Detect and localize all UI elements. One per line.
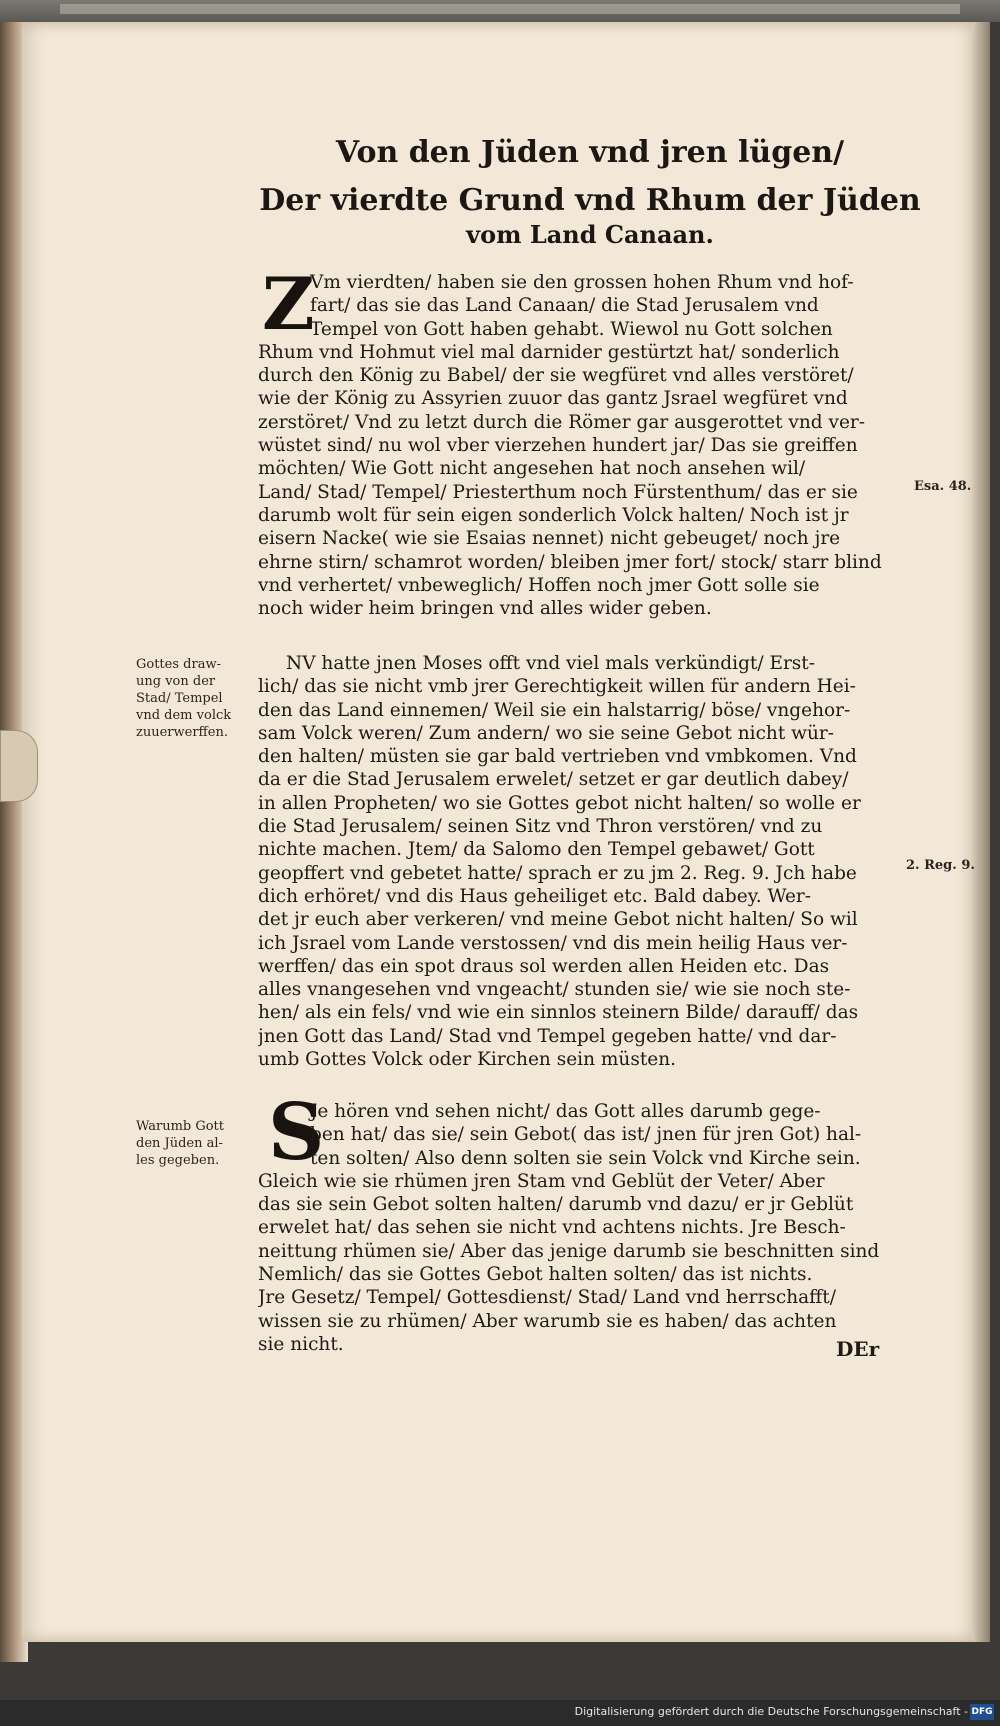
paragraph-1-line: Tempel von Gott haben gehabt. Wiewol nu Gott solchen xyxy=(310,318,833,340)
marginal-note-line: Warumb Gott xyxy=(136,1119,225,1134)
decorated-initial-z: Z xyxy=(262,261,315,346)
marginal-reference-reg: 2. Reg. 9. xyxy=(906,858,975,873)
marginal-note-left-2 xyxy=(136,1118,256,1169)
paragraph-2-line: dich erhöret/ vnd dis Haus geheiliget etc. Bald dabey. Wer- xyxy=(258,885,812,907)
catchword: DEr xyxy=(836,1337,880,1361)
heading-line-2: Der vierdte Grund vnd Rhum der Jüden xyxy=(259,183,921,218)
marginal-note-line: vnd dem volck xyxy=(136,708,232,723)
paragraph-3-line: das sie sein Gebot solten halten/ darumb vnd dazu/ er jr Geblüt xyxy=(258,1194,854,1216)
paragraph-1-line: noch wider heim bringen vnd alles wider geben. xyxy=(258,598,712,620)
paragraph-2-line: umb Gottes Volck oder Kirchen sein müsten. xyxy=(258,1049,676,1071)
paragraph-3-line: erwelet hat/ das sehen sie nicht vnd achtens nichts. Jre Besch- xyxy=(258,1217,846,1239)
paragraph-3-line: Gleich wie sie rhümen jren Stam vnd Geblüt der Veter/ Aber xyxy=(258,1170,825,1192)
page-edge xyxy=(972,22,990,1642)
paragraph-3-line: Nemlich/ das sie Gottes Gebot halten solten/ das ist nichts. xyxy=(258,1264,813,1286)
heading-line-3: vom Land Canaan. xyxy=(466,220,714,249)
paragraph-2-line: geopffert vnd gebetet hatte/ sprach er zu jm 2. Reg. 9. Jch habe xyxy=(258,862,857,884)
paragraph-3-line: neittung rhümen sie/ Aber das jenige darumb sie beschnitten sind xyxy=(258,1240,880,1262)
paragraph-1-line: Land/ Stad/ Tempel/ Priesterthum noch Fürstenthum/ das er sie xyxy=(258,481,858,503)
paragraph-2-line: den das Land einnemen/ Weil sie ein halstarrig/ böse/ vngehor- xyxy=(258,699,851,721)
paragraph-2-line: lich/ das sie nicht vmb jrer Gerechtigkeit willen für andern Hei- xyxy=(258,676,856,698)
paragraph-2-line: den halten/ müsten sie gar bald vertrieben vnd vmbkomen. Vnd xyxy=(258,746,857,768)
paragraph-2-line: det jr euch aber verkeren/ vnd meine Gebot nicht halten/ So wil xyxy=(258,909,858,931)
paragraph-2-line: in allen Propheten/ wo sie Gottes gebot nicht halten/ so wolle er xyxy=(258,792,861,814)
paragraph-2-line: werffen/ das ein spot draus sol werden allen Heiden etc. Das xyxy=(258,955,830,977)
paragraph-3-line: Jre Gesetz/ Tempel/ Gottesdienst/ Stad/ Land vnd herrschafft/ xyxy=(258,1287,836,1309)
paragraph-2-line: sam Volck weren/ Zum andern/ wo sie seine Gebot nicht wür- xyxy=(258,722,835,744)
paragraph-2-line: die Stad Jerusalem/ seinen Sitz vnd Thron verstören/ vnd zu xyxy=(258,816,823,838)
paragraph-3-line: ben hat/ das sie/ sein Gebot( das ist/ jnen für jren Got) hal- xyxy=(310,1124,862,1146)
paragraph-2-line: hen/ als ein fels/ vnd wie ein sinnlos steinern Bilde/ darauff/ das xyxy=(258,1002,859,1024)
paragraph-1-line: zerstöret/ Vnd zu letzt durch die Römer gar ausgerottet vnd ver- xyxy=(258,411,865,433)
marginal-note-line: Stad/ Tempel xyxy=(136,691,223,706)
paragraph-1-line: ehrne stirn/ schamrot worden/ bleiben jmer fort/ stock/ starr blind xyxy=(258,551,882,573)
decorated-initial-s: S xyxy=(268,1087,325,1178)
paragraph-2 xyxy=(258,652,906,1071)
book-clasp xyxy=(0,730,38,802)
paragraph-1-line: wie der König zu Assyrien zuuor das gantz Jsrael wegfüret vnd xyxy=(258,388,848,410)
marginal-note-line: ung von der xyxy=(136,674,216,689)
paragraph-3-line: ten solten/ Also denn solten sie sein Volck vnd Kirche sein. xyxy=(310,1147,861,1169)
paragraph-1-line: eisern Nacke( wie sie Esaias nennet) nicht gebeuget/ noch jre xyxy=(258,528,841,550)
paragraph-2-line: nichte machen. Jtem/ da Salomo den Tempel gebawet/ Gott xyxy=(258,839,815,861)
dfg-logo: DFG xyxy=(970,1704,994,1720)
paragraph-2-line: alles vnangesehen vnd vngeacht/ stunden sie/ wie sie noch ste- xyxy=(258,979,851,1001)
marginal-reference-esaias: Esa. 48. xyxy=(914,479,972,494)
paragraph-2-line: ich Jsrael vom Lande verstossen/ vnd dis mein heilig Haus ver- xyxy=(258,932,848,954)
paragraph-2-line: jnen Gott das Land/ Stad vnd Tempel gegeben hatte/ vnd dar- xyxy=(258,1025,837,1047)
paragraph-1-line: wüstet sind/ nu wol vber vierzehen hundert jar/ Das sie greiffen xyxy=(258,435,858,457)
marginal-note-left-1 xyxy=(136,656,256,741)
digitization-credit: Digitalisierung gefördert durch die Deutsche Forschungsgemeinschaft - xyxy=(574,1705,968,1718)
footer-bar xyxy=(0,1700,1000,1726)
paragraph-3-line: wissen sie zu rhümen/ Aber warumb sie es haben/ das achten xyxy=(258,1310,837,1332)
paragraph-1 xyxy=(258,271,906,620)
paragraph-1-line: vnd verhertet/ vnbeweglich/ Hoffen noch jmer Gott solle sie xyxy=(258,574,820,596)
paragraph-3 xyxy=(258,1100,906,1356)
paragraph-3-line: Je hören vnd sehen nicht/ das Gott alles darumb gege- xyxy=(310,1101,821,1122)
marginal-note-line: zuuerwerffen. xyxy=(136,725,228,740)
marginal-note-line: den Jüden al- xyxy=(136,1136,223,1151)
paragraph-2-line: NV hatte jnen Moses offt vnd viel mals verkündigt/ Erst- xyxy=(286,653,815,674)
heading-line-1: Von den Jüden vnd jren lügen/ xyxy=(335,135,845,170)
paragraph-1-line: darumb wolt für sein eigen sonderlich Volck halten/ Noch ist jr xyxy=(258,504,849,526)
paragraph-1-line: Vm vierdten/ haben sie den grossen hohen Rhum vnd hof- xyxy=(310,272,854,293)
paragraph-2-line: da er die Stad Jerusalem erwelet/ setzet er gar deutlich dabey/ xyxy=(258,769,849,791)
paragraph-1-line: möchten/ Wie Gott nicht angesehen hat noch ansehen wil/ xyxy=(258,458,806,480)
paragraph-1-line: Rhum vnd Hohmut viel mal darnider gestürtzt hat/ sonderlich xyxy=(258,341,840,363)
top-edge xyxy=(0,0,1000,22)
paragraph-3-line: sie nicht. xyxy=(258,1333,344,1355)
marginal-note-line: Gottes draw- xyxy=(136,657,221,672)
paragraph-1-line: durch den König zu Babel/ der sie wegfüret vnd alles verstöret/ xyxy=(258,365,854,387)
paragraph-1-line: fart/ das sie das Land Canaan/ die Stad Jerusalem vnd xyxy=(310,295,819,317)
marginal-note-line: les gegeben. xyxy=(136,1153,220,1168)
